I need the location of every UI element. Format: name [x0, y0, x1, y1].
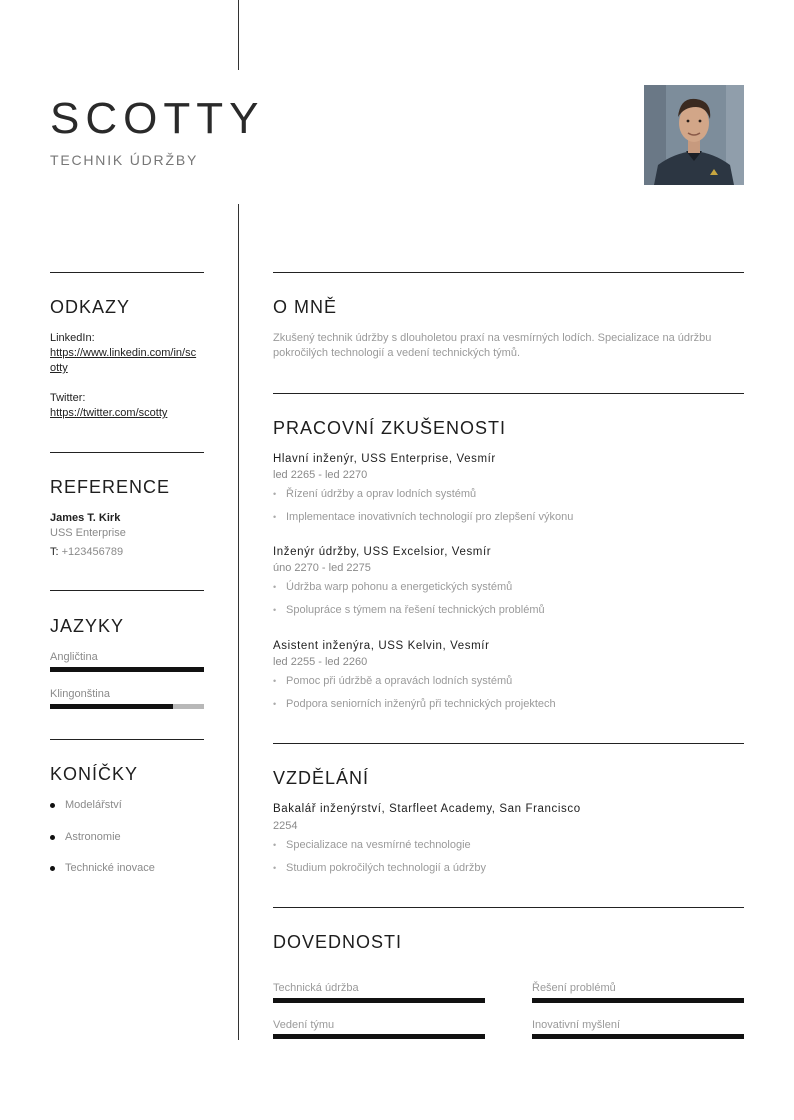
skill-label: Vedení týmu — [273, 1019, 335, 1031]
bullet-text: Spolupráce s týmem na řešení technických problémů — [286, 604, 545, 616]
vertical-divider — [238, 204, 239, 1040]
language-name: Klingonština — [50, 688, 110, 700]
skill-bar — [532, 1034, 744, 1039]
hobbies-heading: KONÍČKY — [50, 764, 139, 784]
linkedin-link[interactable]: https://www.linkedin.com/in/scotty — [50, 347, 197, 374]
job-title: Asistent inženýra, USS Kelvin, Vesmír — [273, 640, 490, 652]
divider — [273, 393, 744, 394]
job-dates: led 2265 - led 2270 — [273, 469, 368, 481]
job-bullet — [273, 675, 512, 687]
about-heading: O MNĚ — [273, 297, 338, 317]
job-dates: led 2255 - led 2260 — [273, 656, 368, 668]
bullet-dot-icon — [50, 803, 55, 808]
bullet-dot-icon — [50, 835, 55, 840]
degree-title: Bakalář inženýrství, Starfleet Academy, San Francisco — [273, 803, 581, 815]
hobby-label: Technické inovace — [65, 862, 155, 874]
hobby-item — [50, 799, 122, 811]
bullet-icon: • — [273, 489, 277, 499]
language-level-bar — [50, 667, 204, 672]
bullet-text: Studium pokročilých technologií a údržby — [286, 862, 486, 874]
job-bullet — [273, 488, 476, 500]
candidate-name: SCOTTY — [50, 94, 265, 143]
experience-heading: PRACOVNÍ ZKUŠENOSTI — [273, 418, 507, 438]
divider — [273, 907, 744, 908]
education-bullet — [273, 839, 471, 851]
twitter-link[interactable]: https://twitter.com/scotty — [50, 407, 168, 419]
twitter-label: Twitter: — [50, 392, 86, 404]
education-bullet — [273, 862, 486, 874]
bullet-icon: • — [273, 699, 277, 709]
reference-name: James T. Kirk — [50, 512, 121, 524]
divider — [50, 590, 204, 591]
bullet-icon: • — [273, 512, 277, 522]
hobby-item — [50, 831, 121, 843]
job-title: Inženýr údržby, USS Excelsior, Vesmír — [273, 546, 492, 558]
skills-heading: DOVEDNOSTI — [273, 932, 403, 952]
language-name: Angličtina — [50, 651, 98, 663]
language-level-fill — [50, 667, 204, 672]
divider — [273, 272, 744, 273]
skill-label: Inovativní myšlení — [532, 1019, 621, 1031]
education-heading: VZDĚLÁNÍ — [273, 768, 370, 788]
skill-bar — [273, 998, 485, 1003]
bullet-icon: • — [273, 676, 277, 686]
job-bullet — [273, 581, 512, 593]
phone-label: T: — [50, 546, 59, 558]
vertical-divider-top — [238, 0, 239, 70]
job-bullet — [273, 604, 545, 616]
reference-phone — [50, 545, 123, 560]
divider — [273, 743, 744, 744]
bullet-text: Řízení údržby a oprav lodních systémů — [286, 488, 477, 500]
skill-label: Řešení problémů — [532, 982, 616, 994]
education-year: 2254 — [273, 820, 298, 832]
divider — [50, 739, 204, 740]
job-title: Hlavní inženýr, USS Enterprise, Vesmír — [273, 453, 496, 465]
bullet-text: Specializace na vesmírné technologie — [286, 839, 471, 851]
candidate-title: TECHNIK ÚDRŽBY — [50, 152, 199, 168]
bullet-icon: • — [273, 582, 277, 592]
phone-number: +123456789 — [61, 546, 124, 558]
hobby-label: Astronomie — [65, 831, 121, 843]
hobby-label: Modelářství — [65, 799, 122, 811]
links-heading: ODKAZY — [50, 297, 131, 317]
hobby-item — [50, 862, 155, 874]
bullet-dot-icon — [50, 866, 55, 871]
languages-heading: JAZYKY — [50, 616, 125, 636]
bullet-icon: • — [273, 863, 277, 873]
language-level-bar — [50, 704, 204, 709]
bullet-text: Podpora seniorních inženýrů při technických projektech — [286, 698, 556, 710]
job-dates: úno 2270 - led 2275 — [273, 562, 371, 574]
job-bullet — [273, 511, 573, 523]
reference-heading: REFERENCE — [50, 477, 171, 497]
about-text: Zkušený technik údržby s dlouholetou praxí na vesmírných lodích. Specializace na údržbu pokročilých technologií a vedení technických týmů. — [273, 332, 712, 359]
job-bullet — [273, 698, 556, 710]
divider — [50, 272, 204, 273]
skill-bar — [273, 1034, 485, 1039]
bullet-text: Pomoc při údržbě a opravách lodních systémů — [286, 675, 513, 687]
language-level-fill — [50, 704, 173, 709]
profile-photo — [644, 85, 744, 185]
bullet-text: Implementace inovativních technologií pro zlepšení výkonu — [286, 511, 574, 523]
linkedin-label: LinkedIn: — [50, 332, 95, 344]
bullet-icon: • — [273, 605, 277, 615]
bullet-text: Údržba warp pohonu a energetických systémů — [286, 581, 513, 593]
skill-label: Technická údržba — [273, 982, 359, 994]
skill-bar — [532, 998, 744, 1003]
divider — [50, 452, 204, 453]
reference-org: USS Enterprise — [50, 527, 126, 539]
bullet-icon: • — [273, 840, 277, 850]
